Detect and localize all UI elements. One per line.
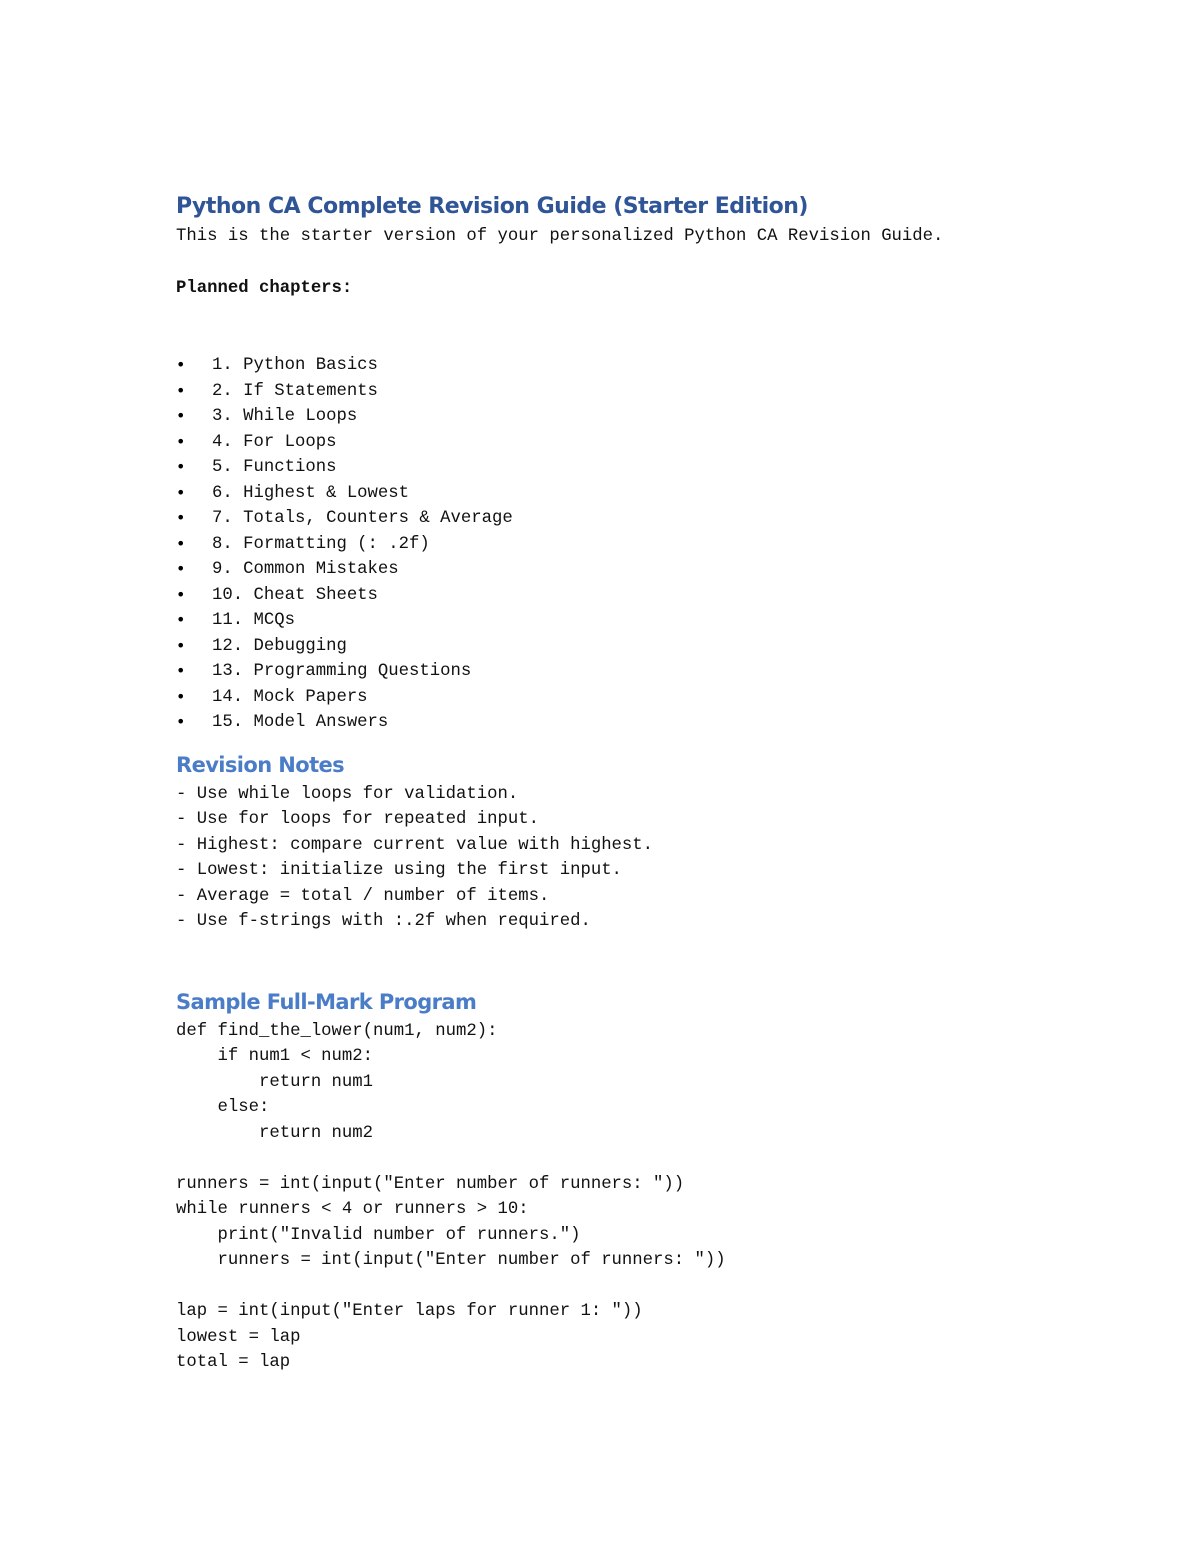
chapter-item xyxy=(176,583,1036,609)
revision-note-line: - Lowest: initialize using the first input. xyxy=(176,861,622,880)
spacer xyxy=(176,736,1036,748)
chapter-label: 15. Model Answers xyxy=(212,713,389,732)
chapter-item xyxy=(176,532,1036,558)
chapter-list xyxy=(176,353,1036,736)
planned-chapters-label: Planned chapters: xyxy=(176,278,353,298)
chapter-item xyxy=(176,404,1036,430)
bullet-icon: • xyxy=(176,482,186,502)
revision-note-line: - Use while loops for validation. xyxy=(176,784,519,804)
code-line: return num1 xyxy=(176,1072,374,1092)
chapter-item xyxy=(176,659,1036,685)
bullet-icon: • xyxy=(176,533,186,553)
bullet-icon: • xyxy=(176,380,186,400)
code-line: print("Invalid number of runners.") xyxy=(176,1225,581,1245)
code-line: runners = int(input("Enter number of runners: ")) xyxy=(176,1251,726,1270)
bullet-icon: • xyxy=(176,431,186,451)
chapter-item xyxy=(176,685,1036,711)
bullet-icon: • xyxy=(176,712,186,731)
chapter-item xyxy=(176,455,1036,481)
revision-note-line: - Average = total / number of items. xyxy=(176,886,550,906)
sample-program-heading: Sample Full-Mark Program xyxy=(176,989,477,1014)
bullet-icon: • xyxy=(176,355,186,374)
document-title: Python CA Complete Revision Guide (Starter Edition) xyxy=(176,194,808,219)
chapter-label: 13. Programming Questions xyxy=(212,662,472,681)
code-line: lowest = lap xyxy=(176,1327,301,1347)
code-line: runners = int(input("Enter number of runners: ")) xyxy=(176,1174,685,1194)
spacer xyxy=(176,250,1036,276)
bullet-icon: • xyxy=(176,457,186,476)
code-block xyxy=(176,1019,1036,1376)
chapter-item xyxy=(176,430,1036,456)
code-line: else: xyxy=(176,1098,270,1117)
chapter-label: 12. Debugging xyxy=(212,636,347,656)
code-line: return num2 xyxy=(176,1123,374,1143)
chapter-item xyxy=(176,353,1036,379)
chapter-item xyxy=(176,379,1036,405)
chapter-item xyxy=(176,608,1036,634)
spacer xyxy=(176,935,1036,985)
chapter-item xyxy=(176,506,1036,532)
chapter-label: 5. Functions xyxy=(212,458,337,477)
bullet-icon: • xyxy=(176,610,186,629)
revision-note-line: - Use f-strings with :.2f when required. xyxy=(176,912,591,931)
chapter-label: 7. Totals, Counters & Average xyxy=(212,509,513,528)
chapter-item xyxy=(176,557,1036,583)
intro-paragraph: This is the starter version of your personalized Python CA Revision Guide. xyxy=(176,227,944,246)
chapter-label: 2. If Statements xyxy=(212,381,378,401)
bullet-icon: • xyxy=(176,635,186,655)
chapter-label: 10. Cheat Sheets xyxy=(212,585,378,605)
bullet-icon: • xyxy=(176,584,186,604)
bullet-icon: • xyxy=(176,559,186,578)
chapter-label: 1. Python Basics xyxy=(212,356,378,375)
revision-notes xyxy=(176,782,1036,935)
chapter-label: 14. Mock Papers xyxy=(212,687,368,707)
bullet-icon: • xyxy=(176,406,186,425)
code-line: if num1 < num2: xyxy=(176,1047,374,1066)
code-line: total = lap xyxy=(176,1353,291,1372)
code-blank-line xyxy=(176,1274,1036,1300)
bullet-icon: • xyxy=(176,508,186,527)
revision-note-line: - Use for loops for repeated input. xyxy=(176,810,539,829)
chapter-item xyxy=(176,710,1036,736)
chapter-label: 6. Highest & Lowest xyxy=(212,483,410,503)
spacer xyxy=(176,301,1036,353)
chapter-label: 3. While Loops xyxy=(212,407,358,426)
revision-note-line: - Highest: compare current value with highest. xyxy=(176,835,654,855)
code-line: while runners < 4 or runners > 10: xyxy=(176,1200,529,1219)
revision-notes-heading: Revision Notes xyxy=(176,752,345,777)
chapter-item xyxy=(176,481,1036,507)
code-line: def find_the_lower(num1, num2): xyxy=(176,1021,498,1041)
code-blank-line xyxy=(176,1146,1036,1172)
document-content xyxy=(176,190,1036,1376)
chapter-label: 11. MCQs xyxy=(212,611,295,630)
bullet-icon: • xyxy=(176,661,186,680)
chapter-label: 9. Common Mistakes xyxy=(212,560,399,579)
bullet-icon: • xyxy=(176,686,186,706)
chapter-label: 8. Formatting (: .2f) xyxy=(212,534,430,554)
chapter-label: 4. For Loops xyxy=(212,432,337,452)
chapter-item xyxy=(176,634,1036,660)
code-line: lap = int(input("Enter laps for runner 1: ")) xyxy=(176,1302,643,1321)
